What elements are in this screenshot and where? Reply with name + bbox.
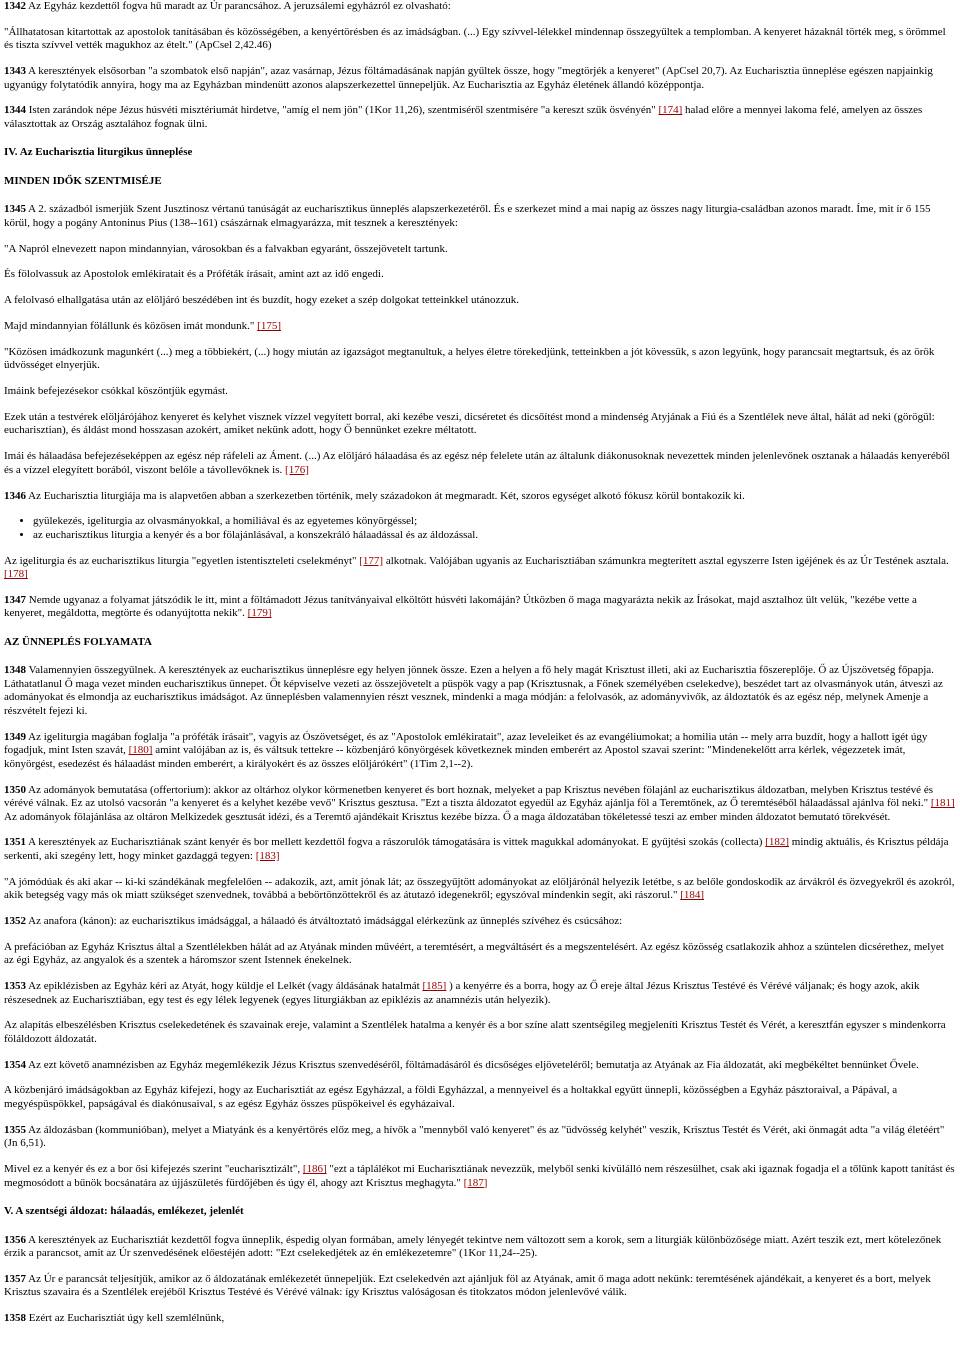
paragraph-1351 xyxy=(4,836,956,863)
paragraph-text: A keresztények elsősorban "a szombatok első napján", azaz vasárnap, Jézus föltámadásának napján gyűltek össze, hogy "megtörjék a kenyeret" (ApCsel 20,7). Az Eucharisztia ünneplése egészen napjainkig ugyanúgy folytatódik annyira, hogy ma az Egyházban mindenütt azonos alapszerkezettel ünnepeljük. Az Eucharisztia az Egyház életének állandó középpontja. xyxy=(4,65,933,91)
paragraph-text: alkotnak. Valójában ugyanis az Eucharisztiában számunkra megterített asztal egyszerre Isten igéjének és az Úr Testének asztala. xyxy=(383,554,949,567)
paragraph-1350 xyxy=(4,784,956,825)
paragraph-text: Mivel ez a kenyér és ez a bor ősi kifejezés szerint "eucharisztizált", xyxy=(4,1163,303,1176)
paragraph-text: Az adományok fölajánlása az oltáron Melkizedek gesztusát idézi, és a Teremtő ajándékait Krisztus kezébe bízza. Ő a maga áldozatában tökéletessé teszi az ember minden áldozatot bemutató törekvését. xyxy=(4,810,891,823)
paragraph-1348 xyxy=(4,664,956,718)
footnote-link-175[interactable]: [175] xyxy=(257,320,281,333)
liturgy-structure-list xyxy=(4,515,956,542)
quote-paragraph xyxy=(4,385,956,399)
paragraph-text: halad előre a mennyei lakoma felé, amelyen az összes választottak az Ország asztalához fognak ülni. xyxy=(4,104,923,130)
paragraph-text: Az adományok bemutatása (offertorium): akkor az oltárhoz olykor körmenetben kenyeret és bort hoznak, melyeket a pap Krisztus nevében fölajánl az eucharisztikus áldozatban, melyben Krisztus testévé és vérévé válnak. Ez az utolsó vacsorán "a kenyeret és a kelyhet kezébe vevő" Krisztus gesztusa. "Ezt a tiszta áldozatot egyedül az Egyház ajánlja föl a Teremtőnek, az Ő teremtéséből hálaadással ajánlva föl neki." xyxy=(4,783,933,810)
paragraph-text: Az Eucharisztia liturgiája ma is alapvetően abban a szerkezetben történik, mely századokon át megmaradt. Két, szoros egységet alkotó fókusz körül bontakozik ki. xyxy=(28,489,745,502)
paragraph-text: A felolvasó elhallgatása után az elöljáró beszédében int és buzdít, hogy ezeket a szép dolgokat tetteinkkel utánozzuk. xyxy=(4,294,519,307)
paragraph-1352 xyxy=(4,915,956,929)
paragraph-number: 1349 xyxy=(4,730,26,743)
footnote-link-174[interactable]: [174] xyxy=(658,104,683,117)
paragraph-text: "Közösen imádkozunk magunkért (...) meg a többiekért, (...) hogy miután az igazságot megtanultuk, a helyes életre törekedjünk, tetteinkben a jót kövessük, s azon legyünk, hogy parancsait megtartsuk, és az örök üdvösséget elnyerjük. xyxy=(4,345,935,372)
subsection-heading: MINDEN IDŐK SZENTMISÉJE xyxy=(4,174,162,187)
footnote-link-183[interactable]: [183] xyxy=(255,849,280,862)
paragraph-number: 1356 xyxy=(4,1233,26,1246)
paragraph-1347 xyxy=(4,594,956,621)
quote-paragraph xyxy=(4,411,956,438)
paragraph xyxy=(4,1019,956,1046)
paragraph-1358 xyxy=(4,1312,956,1326)
footnote-link-184[interactable]: [184] xyxy=(680,889,705,902)
quote-paragraph xyxy=(4,243,956,257)
paragraph-text: Isten zarándok népe Jézus húsvéti misztériumát hirdetve, "amíg el nem jön" (1Kor 11,26), szentmiséről szentmisére "a kereszt szűk ösvényén" xyxy=(28,104,659,117)
paragraph-number: 1355 xyxy=(4,1123,26,1136)
paragraph-text: Az áldozásban (kommunióban), melyet a Miatyánk és a kenyértörés előz meg, a hívők a "mennyből való kenyeret" és az "üdvösség kelyhét" veszik, Krisztus Testét és Vérét, aki önmagát adta "a világ életéért" (Jn 6,51). xyxy=(4,1123,945,1150)
paragraph-number: 1343 xyxy=(4,65,26,78)
footnote-link-176[interactable]: [176] xyxy=(285,463,309,476)
paragraph-text: Nemde ugyanaz a folyamat játszódik le itt, mint a föltámadott Jézus tanítványaival elköltött húsvéti lakomáján? Útközben ő maga magyarázta nekik az Írásokat, majd asztalhoz ült velük, "kezébe vette a kenyeret, megáldotta, megtörte és odanyújtotta nekik". xyxy=(4,593,917,620)
footnote-link-187[interactable]: [187] xyxy=(463,1176,488,1189)
quote-paragraph xyxy=(4,26,956,53)
paragraph-text: "ezt a táplálékot mi Eucharisztiának nevezzük, melyből senki kívülálló nem részesülhet, csak aki igaznak fogadja el a tőlünk kapott tanítást és megmosódott a bűnök bocsánatára az újjászületés fürdőjében és úgy él, ahogy azt Krisztus meghagyta." xyxy=(4,1163,955,1189)
paragraph-text: amint valójában az is, és váltsuk tettekre -- közbenjáró könyörgések következnek minden emberért az Apostol szavai szerint: "Mindenekelőtt arra kérlek, végezzetek imát, könyörgést, esedezést és hálaadást minden emberért, a királyokért és az összes elöljárókért" (1Tim 2,1--2). xyxy=(4,744,906,770)
paragraph-number: 1348 xyxy=(4,664,26,677)
paragraph-text: Imái és hálaadása befejezéseképpen az egész nép ráfeleli az Áment. (...) Az elöljáró hálaadása és az egész nép felelete után az általunk diákonusoknak nevezettek minden jelenlevőnek osztanak a hálaadás kenyeréből és a vízzel elegyített borából, viszont belőle a távollevőknek is. xyxy=(4,450,950,476)
paragraph-number: 1350 xyxy=(4,783,26,796)
paragraph-number: 1354 xyxy=(4,1058,26,1071)
list-item: • gyülekezés, igeliturgia az olvasmányokkal, a homiliával és az egyetemes könyörgéssel; xyxy=(33,515,956,529)
paragraph-1355 xyxy=(4,1124,956,1151)
paragraph-text: A keresztények az Eucharisztiát kezdettől fogva ünneplik, éspedig olyan formában, amely lényegét tekintve nem változott sem a korok, sem a liturgiák különbözősége miatt. Azért teszik ezt, mert kötelezőnek érzik a parancsot, amit az Úr szenvedésének előestéjén adott: "Ezt cselekedjétek az én emlékezetemre" (1Kor 11,24--25). xyxy=(4,1233,942,1260)
paragraph-text: Az alapítás elbeszélésben Krisztus cselekedetének és szavainak ereje, valamint a Szentlélek hatalma a kenyér és a bor színe alatt szentségileg megjeleníti Krisztus Testét és Vérét, a keresztfán egyszer s mindenkorra föláldozott áldozatát. xyxy=(4,1019,946,1045)
paragraph-1342 xyxy=(4,0,956,14)
footnote-link-178[interactable]: [178] xyxy=(4,568,28,581)
paragraph-text: Az Egyház kezdettől fogva hű maradt az Úr parancsához. A jeruzsálemi egyházról ez olvasható: xyxy=(28,0,451,12)
paragraph-text: Az ezt követő anamnézisben az Egyház megemlékezik Jézus Krisztus szenvedéséről, föltámadásáról és dicsőséges eljöveteléről; bemutatja az Atyának az Fia áldozatát, aki megbékéltet bennünket Ővele. xyxy=(28,1058,919,1071)
paragraph-text: "A Napról elnevezett napon mindannyian, városokban és a falvakban egyaránt, összejövetelt tartunk. xyxy=(4,242,448,255)
quote-paragraph xyxy=(4,320,956,334)
quote-paragraph xyxy=(4,346,956,373)
footnote-link-177[interactable]: [177] xyxy=(359,554,384,567)
paragraph-number: 1345 xyxy=(4,203,26,216)
paragraph xyxy=(4,1163,956,1190)
footnote-link-185[interactable]: [185] xyxy=(422,980,447,993)
paragraph-1353 xyxy=(4,980,956,1007)
footnote-link-180[interactable]: [180] xyxy=(128,744,153,757)
paragraph-number: 1344 xyxy=(4,104,26,117)
paragraph-text: "A jómódúak és aki akar -- ki-ki szándékának megfelelően -- adakozik, azt, amit jónak lát; az összegyűjtött adományokat az elöljárónál helyezik letétbe, s az belőle gondoskodik az árvákról és özvegyekről és azokról, akik betegség vagy más ok miatt szükséget szenvednek, továbbá a bebörtönzöttekről és az átutazó idegenekről; egyszóval mindenkin segít, aki rászorul." xyxy=(4,875,955,902)
paragraph-text: Valamennyien összegyűlnek. A keresztények az eucharisztikus ünneplésre egy helyen jönnek össze. Ezen a helyen a fő hely magát Krisztust illeti, aki az Eucharisztia főszereplője. Ő az Újszövetség főpapja. Láthatatlanul Ő maga vezet minden eucharisztikus ünnepet. Őt képviselve vezeti az összejövetelt a püspök vagy a pap (Krisztusnak, a Főnek személyében cselekedve), beszédet tart az olvasmányok után, átveszi az adományokat és elmondja az eucharisztikus imádságot. Az ünneplésben valamennyien részt vesznek, mindenki a maga módján: a felolvasók, az adományvivők, az áldoztatók és az egész nép, melynek Amenje a részvételt fejezi ki. xyxy=(4,664,943,717)
quote-paragraph xyxy=(4,294,956,308)
paragraph xyxy=(4,941,956,968)
section-heading: IV. Az Eucharisztia liturgikus ünneplése xyxy=(4,146,193,159)
paragraph-1344 xyxy=(4,104,956,131)
footnote-link-186[interactable]: [186] xyxy=(302,1163,327,1176)
paragraph-number: 1357 xyxy=(4,1272,26,1285)
paragraph-number: 1347 xyxy=(4,593,26,606)
paragraph-text: Majd mindannyian fölállunk és közösen imát mondunk." xyxy=(4,320,258,333)
footnote-link-182[interactable]: [182] xyxy=(765,836,790,849)
list-item: • az eucharisztikus liturgia a kenyér és a bor fölajánlásával, a konszekráló hálaadással és az áldozással. xyxy=(33,529,956,543)
paragraph-1357 xyxy=(4,1273,956,1300)
paragraph xyxy=(4,1084,956,1111)
paragraph-1343 xyxy=(4,65,956,92)
paragraph-text: Az anafora (kánon): az eucharisztikus imádsággal, a hálaadó és átváltoztató imádsággal elérkezünk az ünneplés szívéhez és csúcsához: xyxy=(28,914,623,927)
paragraph-text: ) a kenyérre és a borra, hogy az Ő ereje által Jézus Krisztus Testévé és Vérévé váljanak; és hogy azok, akik részesednek az Eucharisztiában, egy test és egy lélek legyenek (egyes liturgiákban az epiklézis az anamnézis után helyezik). xyxy=(4,980,920,1006)
paragraph-number: 1353 xyxy=(4,980,26,993)
quote-paragraph xyxy=(4,268,956,282)
paragraph-text: A prefációban az Egyház Krisztus által a Szentlélekben hálát ad az Atyának minden művéért, a teremtésért, a megváltásért és a megszentelésért. Az egész közösség csatlakozik ahhoz a szüntelen dicsérethez, melyet az égi Egyház, az angyalok és a szentek a háromszor szent Istennek énekelnek. xyxy=(4,940,944,967)
paragraph-text: Ezek után a testvérek elöljárójához kenyeret és kelyhet visznek vízzel vegyített borral, aki kezébe veszi, dicséretet és dicsőítést mond a mindenség Atyjának a Fiú és a Szentlélek neve által, hálát ad neki (görögül: eucharisztian), és áldást mond hosszasan azokért, amiket nekünk adott, hogy Ő bennünket ezekre méltatott. xyxy=(4,410,935,437)
paragraph-number: 1351 xyxy=(4,836,26,849)
subsection-heading: AZ ÜNNEPLÉS FOLYAMATA xyxy=(4,635,152,648)
paragraph-number: 1346 xyxy=(4,489,26,502)
paragraph-text: A 2. századból ismerjük Szent Jusztinosz vértanú tanúságát az eucharisztikus ünneplés alapszerkezetéről. És e szerkezet mind a mai napig az összes nagy liturgia-családban azonos maradt. Íme, mit ír ő 155 körül, hogy a pogány Antoninus Pius (138--161) császárnak elmagyarázza, mit tesznek a keresztények: xyxy=(4,203,931,229)
paragraph-text: A közbenjáró imádságokban az Egyház kifejezi, hogy az Eucharisztiát az egész Egyházzal, a földi Egyházzal, a mennyeivel és a holtakkal együtt ünnepli, közösségben a Egyház pásztoraival, a Pápával, a megyéspüspökkel, papságával és diakónusaival, s az egész Egyház összes püspökeivel és egyházaival. xyxy=(4,1084,898,1110)
paragraph-1349 xyxy=(4,731,956,772)
paragraph-text: Az epiklézisben az Egyház kéri az Atyát, hogy küldje el Lelkét (vagy áldásának hatalmát xyxy=(28,980,423,993)
paragraph-1354 xyxy=(4,1059,956,1073)
paragraph-text: Az igeliturgia és az eucharisztikus liturgia "egyetlen istentiszteleti cselekményt" xyxy=(4,554,360,567)
paragraph-text: Az Úr e parancsát teljesítjük, amikor az ő áldozatának emlékezetét ünnepeljük. Ezt cselekedvén azt ajánljuk föl az Atyának, amit ő maga adott nekünk: teremtésének ajándékait, a kenyeret és a bort, melyek Krisztus szavaira és a Szentlélek erejéből Krisztus Testévé és Vérévé válnak: így Krisztus valóságosan és titokzatos módon jelenlevővé válik. xyxy=(4,1272,931,1299)
quote-paragraph xyxy=(4,450,956,477)
footnote-link-179[interactable]: [179] xyxy=(247,607,272,620)
paragraph-text: "Állhatatosan kitartottak az apostolok tanításában és közösségében, a kenyértörésben és az imádságban. (...) Egy szívvel-lélekkel mindennap összegyűltek a templomban. A kenyeret házaknál törték meg, s örömmel és tiszta szívvel vették magukhoz az ételt." (ApCsel 2,42.46) xyxy=(4,25,946,52)
section-heading: V. A szentségi áldozat: hálaadás, emlékezet, jelenlét xyxy=(4,1205,244,1218)
paragraph-number: 1358 xyxy=(4,1312,26,1325)
paragraph-text: A keresztények az Eucharisztiának szánt kenyér és bor mellett kezdettől fogva a rászorulók támogatására is vittek magukkal adományokat. E gyűjtési szokás (collecta) xyxy=(28,836,766,849)
paragraph-text: És fölolvassuk az Apostolok emlékiratait és a Próféták írásait, amint azt az idő engedi. xyxy=(4,268,384,281)
paragraph-text: Ezért az Eucharisztiát úgy kell szemlélnünk, xyxy=(28,1312,225,1325)
quote-paragraph xyxy=(4,876,956,903)
paragraph-1356 xyxy=(4,1234,956,1261)
paragraph-number: 1352 xyxy=(4,914,26,927)
paragraph-text: Az igeliturgia magában foglalja "a próféták írásait", vagyis az Ószövetséget, és az "Apostolok emlékiratait", azaz leveleiket és az evangéliumokat; a homilia után -- mely arra buzdít, hogy a hallott igét úgy fogadjuk, mint Isten szavát, xyxy=(4,730,928,757)
paragraph-1346 xyxy=(4,490,956,504)
paragraph-text: mindig aktuális, és Krisztus példája serkenti, aki szegény lett, hogy minket gazdaggá tegyen: xyxy=(4,836,949,862)
footnote-link-181[interactable]: [181] xyxy=(930,797,955,810)
paragraph-text: Imáink befejezésekor csókkal köszöntjük egymást. xyxy=(4,385,228,398)
paragraph-1345 xyxy=(4,203,956,230)
paragraph-number: 1342 xyxy=(4,0,26,12)
paragraph xyxy=(4,555,956,582)
